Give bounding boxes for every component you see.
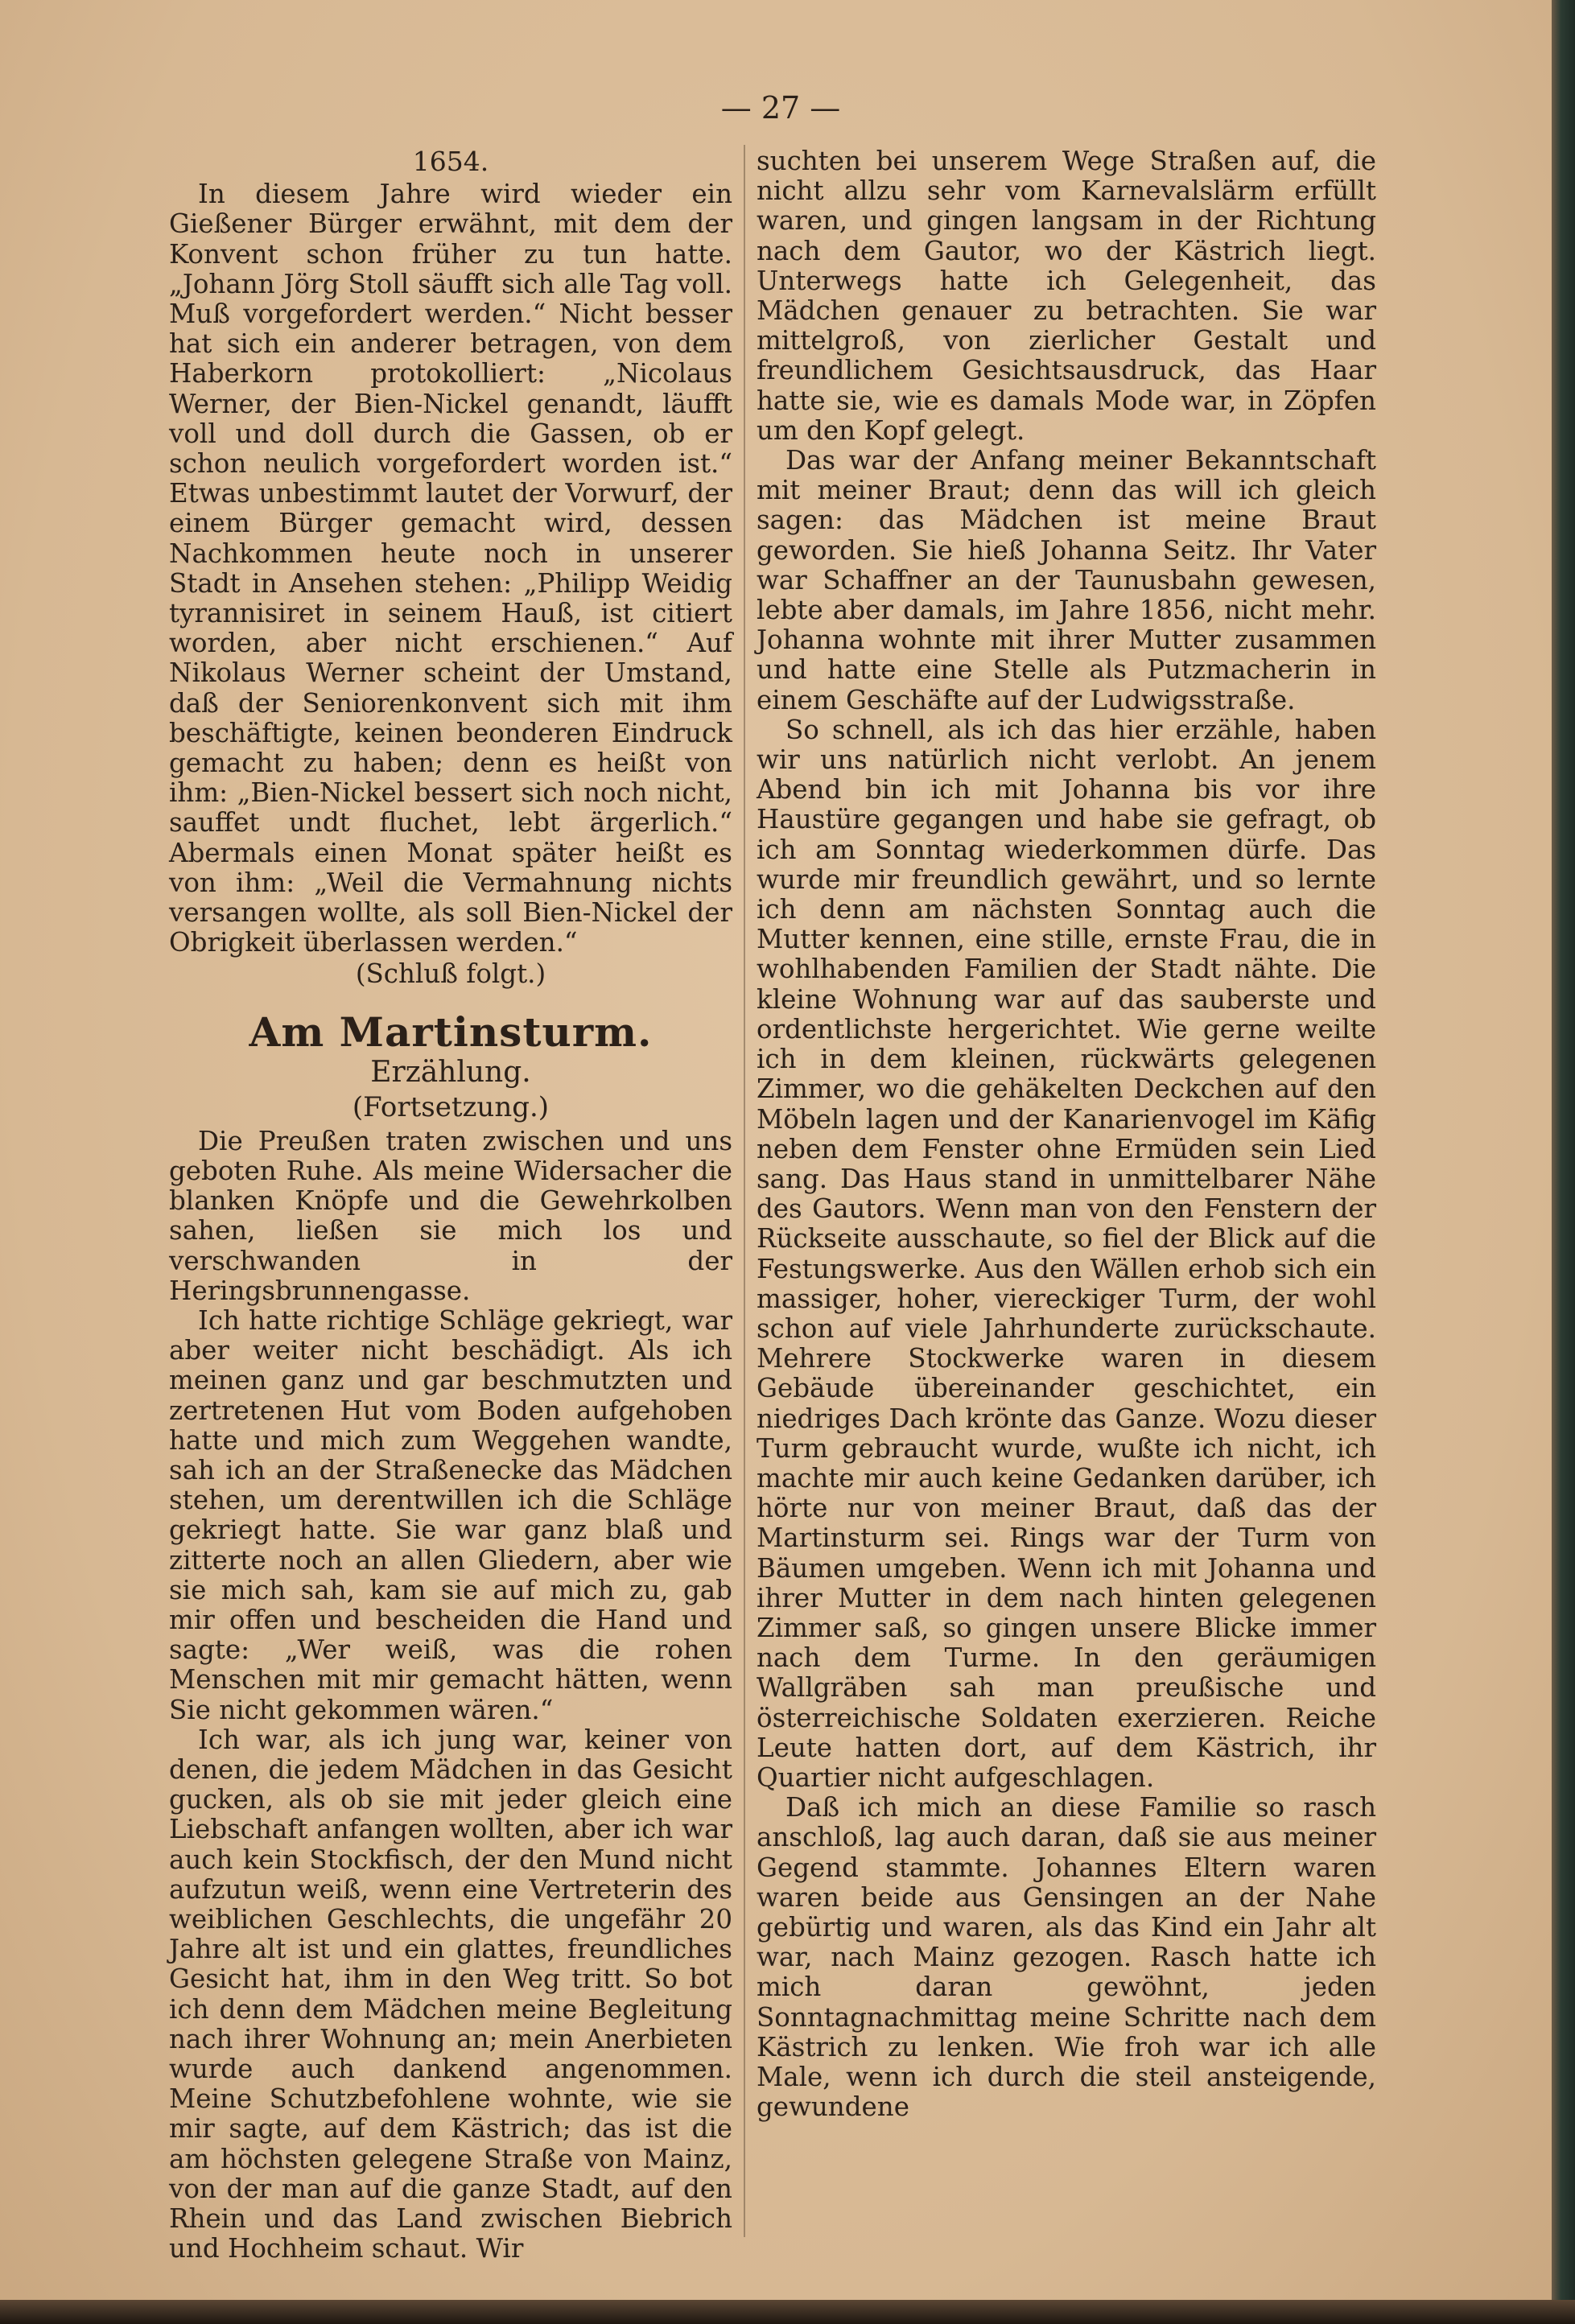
story-paragraph: Ich hatte richtige Schläge gekriegt, war aber weiter nicht beschädigt. Als ich meinen ganz und gar beschmutzten und zertretenen Hut vom Boden aufgehoben hatte und mich zum Weggehen wandte, sah ich an der Straßenecke das Mädchen stehen, um derentwillen ich die Schläge gekriegt hatte. Sie war ganz blaß und zitterte noch an allen Gliedern, aber wie sie mich sah, kam sie auf mich zu, gab mir offen und bescheiden die Hand und sagte: „Wer weiß, was die rohen Menschen mit mir gemacht hätten, wenn Sie nicht gekommen wären.“ [169, 1304, 732, 1725]
bottom-edge [0, 2300, 1575, 2324]
story-paragraph: Das war der Anfang meiner Bekanntschaft mit meiner Braut; denn das will ich gleich sagen: das Mädchen ist meine Braut geworden. Sie hieß Johanna Seitz. Ihr Vater war Schaffner an der Taunusbahn gewesen, lebte aber damals, im Jahre 1856, nicht mehr. Johanna wohnte mit ihrer Mutter zusammen und hatte eine Stelle als Putzmacherin in einem Geschäfte auf der Ludwigsstraße. [757, 445, 1376, 715]
column-divider [744, 145, 745, 2237]
left-column [169, 146, 732, 2264]
year-heading: 1654. [412, 146, 489, 177]
page-number: — 27 — [720, 90, 841, 126]
story-paragraph: Die Preußen traten zwischen und uns geboten Ruhe. Als meine Widersacher die blanken Knöpfe und die Gewehrkolben sahen, ließen sie mich los und verschwanden in der Heringsbrunnengasse. [169, 1125, 732, 1306]
to-be-concluded-note: (Schluß folgt.) [355, 958, 546, 990]
story-subtitle: Erzählung. [370, 1055, 531, 1089]
story-paragraph: Daß ich mich an diese Familie so rasch anschloß, lag auch daran, daß sie aus meiner Gegend stammte. Johannes Eltern waren waren beide aus Gensingen an der Nahe gebürtig und waren, als das Kind ein Jahr alt war, nach Mainz gezogen. Rasch hatte ich mich daran gewöhnt, jeden Sonntagnachmittag meine Schritte nach dem Kästrich zu lenken. Wie froh war ich alle Male, wenn ich durch die steil ansteigende, gewundene [757, 1792, 1376, 2123]
story-title: Am Martinsturm. [249, 1007, 653, 1056]
story-continued-note: (Fortsetzung.) [352, 1090, 550, 1123]
right-column [757, 146, 1376, 2122]
story-paragraph: Ich war, als ich jung war, keiner von denen, die jedem Mädchen in das Gesicht gucken, als ob sie mit jeder gleich eine Liebschaft anfangen wollten, aber ich war auch kein Stockfisch, der den Mund nicht aufzutun weiß, wenn eine Vertreterin des weiblichen Geschlechts, die ungefähr 20 Jahre alt ist und ein glattes, freundliches Gesicht hat, ihm in den Weg tritt. So bot ich denn dem Mädchen meine Begleitung nach ihrer Wohnung an; mein Anerbieten wurde auch dankend angenommen. Meine Schutzbefohlene wohnte, wie sie mir sagte, auf dem Kästrich; das ist die am höchsten gelegene Straße von Mainz, von der man auf die ganze Stadt, auf den Rhein und das Land zwischen Biebrich und Hochheim schaut. Wir [169, 1724, 732, 2264]
binding-edge [1552, 0, 1575, 2324]
chronicle-paragraph: In diesem Jahre wird wieder ein Gießener Bürger erwähnt, mit dem der Konvent schon früher zu tun hatte. „Johann Jörg Stoll säufft sich alle Tag voll. Muß vorgefordert werden.“ Nicht besser hat sich ein anderer betragen, von dem Haberkorn protokolliert: „Nicolaus Werner, der Bien-Nickel genandt, läufft voll und doll durch die Gassen, ob er schon neulich vorgefordert worden ist.“ Etwas unbestimmt lautet der Vorwurf, der einem Bürger gemacht wird, dessen Nachkommen heute noch in unserer Stadt in Ansehen stehen: „Philipp Weidig tyrannisiret in seinem Hauß, ist citiert worden, aber nicht erschienen.“ Auf Nikolaus Werner scheint der Umstand, daß der Seniorenkonvent sich mit ihm beschäftigte, keinen beonderen Eindruck gemacht zu haben; denn es heißt von ihm: „Bien-Nickel bessert sich noch nicht, sauffet undt fluchet, lebt ärgerlich.“ Abermals einen Monat später heißt es von ihm: „Weil die Vermahnung nichts versangen wollte, als soll Bien-Nickel der Obrigkeit überlassen werden.“ [169, 179, 732, 958]
story-paragraph: So schnell, als ich das hier erzähle, haben wir uns natürlich nicht verlobt. An jenem Abend bin ich mit Johanna bis vor ihre Haustüre gegangen und habe sie gefragt, ob ich am Sonntag wiederkommen dürfe. Das wurde mir freundlich gewährt, und so lernte ich denn am nächsten Sonntag auch die Mutter kennen, eine stille, ernste Frau, die in wohlhabenden Familien der Stadt nähte. Die kleine Wohnung war auf das sauberste und ordentlichste hergerichtet. Wie gerne weilte ich in dem kleinen, rückwärts gelegenen Zimmer, wo die gehäkelten Deckchen auf den Möbeln lagen und der Kanarienvogel im Käfig neben dem Fenster ohne Ermüden sein Lied sang. Das Haus stand in unmittelbarer Nähe des Gautors. Wenn man von den Fenstern der Rückseite ausschaute, so fiel der Blick auf die Festungswerke. Aus den Wällen erhob sich ein massiger, hoher, viereckiger Turm, der wohl schon auf viele Jahrhunderte zurückschaute. Mehrere Stockwerke waren in diesem Gebäude übereinander geschichtet, ein niedriges Dach krönte das Ganze. Wozu dieser Turm gebraucht wurde, wußte ich nicht, ich machte mir auch keine Gedanken darüber, ich hörte nur von meiner Braut, daß das der Martinsturm sei. Rings war der Turm von Bäumen umgeben. Wenn ich mit Johanna und ihrer Mutter in dem nach hinten gelegenen Zimmer saß, so gingen unsere Blicke immer nach dem Turme. In den geräumigen Wallgräben sah man preußische und österreichische Soldaten exerzieren. Reiche Leute hatten dort, auf dem Kästrich, ihr Quartier nicht aufgeschlagen. [757, 714, 1376, 1793]
story-paragraph: suchten bei unserem Wege Straßen auf, die nicht allzu sehr vom Karnevalslärm erfüllt waren, und gingen langsam in der Richtung nach dem Gautor, wo der Kästrich liegt. Unterwegs hatte ich Gelegenheit, das Mädchen genauer zu betrachten. Sie war mittelgroß, von zierlicher Gestalt und freundlichem Gesichtsausdruck, das Haar hatte sie, wie es damals Mode war, in Zöpfen um den Kopf gelegt. [757, 146, 1376, 446]
